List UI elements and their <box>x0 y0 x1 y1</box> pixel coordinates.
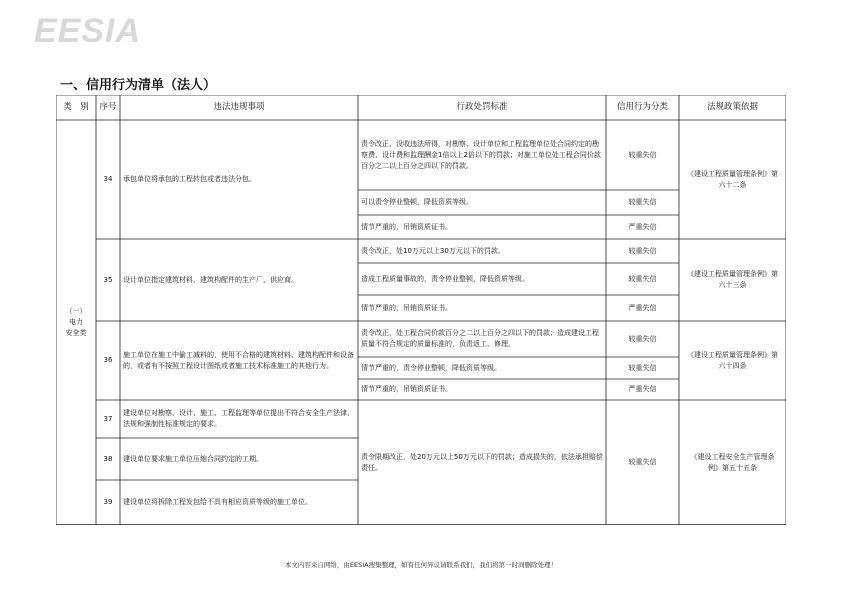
header-number: 序号 <box>99 102 117 112</box>
header-credit-class: 信用行为分类 <box>616 102 668 112</box>
penalty-text: 情节严重的，吊销资质证书。 <box>361 385 452 393</box>
penalty-text: 情节严重的，吊销资质证书。 <box>361 222 452 231</box>
row-number: 34 <box>103 175 113 183</box>
penalty-text: 责令改正，没收违法所得，对勘察、设计单位和工程监理单位处合同约定的勘察费、设计费和监理酬金1倍以上2倍以下的罚款；对施工单位处工程合同价款百分之二以上百分之四以下的罚款。 <box>361 139 601 170</box>
penalty-text: 可以责令停业整顿，降低资质等级。 <box>361 198 473 206</box>
row-number: 36 <box>103 356 113 364</box>
penalty-text: 情节严重的，吊销资质证书。 <box>361 303 452 312</box>
header-penalty-standard: 行政处罚标准 <box>456 102 508 112</box>
header-violation: 违法违规事项 <box>213 102 265 112</box>
eesia-logo: EESIA <box>34 12 142 50</box>
legal-basis: 《建设工程质量管理条例》第六十三条 <box>687 270 778 289</box>
credit-class: 严重失信 <box>628 385 657 393</box>
violation-item: 建设单位要求施工单位压缩合同约定的工期。 <box>123 454 263 463</box>
row-number: 37 <box>103 414 113 423</box>
row-number: 35 <box>103 275 113 284</box>
credit-class: 较重失信 <box>628 150 657 159</box>
category-cell: （一） 电力 安全类 <box>65 307 87 337</box>
credit-class: 较重失信 <box>628 246 657 255</box>
footer-note: 本文内容来自网络，由EESIA搜集整理，如有任何异议请联系我们，我们将第一时间删除处理！ <box>284 561 558 569</box>
legal-basis: 《建设工程质量管理条例》第六十二条 <box>687 169 778 189</box>
credit-class: 严重失信 <box>628 222 657 231</box>
violation-item: 施工单位在施工中偷工减料的，使用不合格的建筑材料、建筑构配件和设备的，或者有不按照工程设计图纸或者施工技术标准施工的其他行为。 <box>123 350 354 370</box>
header-category: 类 别 <box>63 102 89 112</box>
credit-class: 较重失信 <box>628 458 657 466</box>
credit-class: 较重失信 <box>628 198 657 206</box>
violation-item: 承包单位将承包的工程转包或者违法分包。 <box>123 175 256 183</box>
credit-class: 较重失信 <box>628 274 657 283</box>
penalty-text: 责令限期改正，处20万元以上50万元以下的罚款；造成损失的，依法承担赔偿责任。 <box>361 452 603 472</box>
penalty-text: 造成工程质量事故的，责令停业整顿，降低资质等级。 <box>361 274 529 283</box>
violation-item: 建设单位对勘察、设计、施工、工程监理等单位提出不符合安全生产法律、法规和强制性标准规定的要求。 <box>123 409 354 428</box>
credit-class: 较重失信 <box>628 334 657 343</box>
header-legal-basis: 法规政策依据 <box>706 102 758 112</box>
section-title: 一、信用行为清单（法人） <box>60 78 217 93</box>
row-number: 39 <box>103 498 113 506</box>
violation-item: 设计单位指定建筑材料、建筑构配件的生产厂、供应商。 <box>123 275 298 284</box>
legal-basis: 《建设工程安全生产管理条例》第五十五条 <box>690 452 775 472</box>
legal-basis: 《建设工程质量管理条例》第六十四条 <box>687 350 778 370</box>
penalty-text: 责令改正，处10万元以上30万元以下的罚款。 <box>361 246 505 255</box>
credit-class: 较重失信 <box>628 363 657 372</box>
credit-class: 严重失信 <box>628 303 657 312</box>
violation-item: 建设单位将拆除工程发包给不具有相应资质等级的施工单位。 <box>123 498 312 506</box>
credit-behavior-table <box>56 95 786 525</box>
penalty-text: 责令改正，处工程合同价款百分之二以上百分之四以下的罚款；造成建设工程质量不符合规定的质量标准的，负责返工、修理。 <box>361 329 599 348</box>
row-number: 38 <box>103 454 113 463</box>
penalty-text: 情节严重的，责令停业整顿，降低资质等级。 <box>361 363 501 372</box>
